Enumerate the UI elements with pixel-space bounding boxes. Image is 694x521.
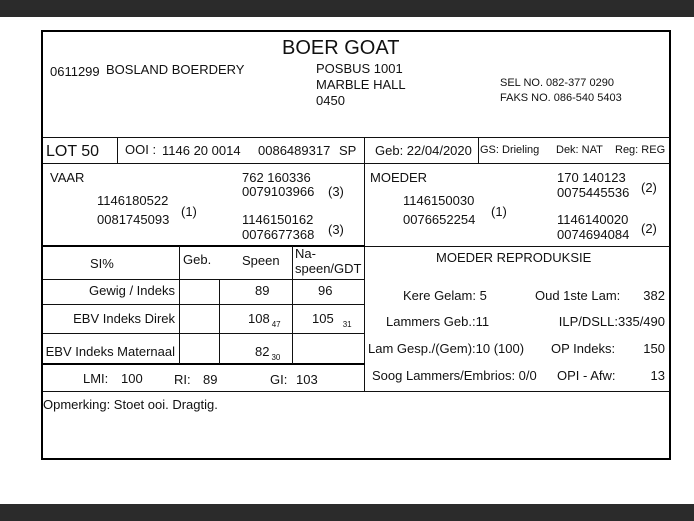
table-row-label: Gewig / Indeks [89, 283, 175, 298]
moeder-dam-number: 1146140020 [557, 212, 629, 227]
vaar-dam-grade: (3) [328, 222, 344, 237]
opi-afw-label: OPI - Afw: [557, 368, 616, 383]
moeder-sire-grade: (2) [641, 180, 657, 195]
gi-label: GI: [270, 372, 288, 387]
naspeen-header-1: Na- [295, 246, 316, 261]
speen-subscript: 47 [271, 320, 281, 329]
moeder-label: MOEDER [370, 170, 428, 185]
oud-1ste-lam-label: Oud 1ste Lam: [535, 288, 621, 303]
naspeen-value: 105 [312, 311, 334, 326]
remarks: Opmerking: Stoet ooi. Dragtig. [43, 397, 218, 412]
address-line-1: POSBUS 1001 [316, 61, 403, 76]
address-line-3: 0450 [316, 93, 345, 108]
ri-value: 89 [203, 372, 218, 387]
vaar-grade: (1) [181, 204, 197, 219]
lot-number: LOT 50 [46, 143, 100, 160]
table-cell-speen [255, 345, 280, 361]
op-indeks-label: OP Indeks: [551, 341, 616, 356]
moeder-id: 0076652254 [403, 212, 476, 227]
fax-number: FAKS NO. 086-540 5403 [500, 92, 622, 104]
ri-label: RI: [174, 372, 191, 387]
vaar-label: VAAR [50, 170, 85, 185]
moeder-grade: (1) [491, 204, 507, 219]
lmi-label: LMI: [83, 371, 109, 386]
ooi-label: OOI : [125, 142, 157, 157]
table-row-label: EBV Indeks Direk [73, 311, 175, 326]
ooi-grade: SP [339, 143, 357, 158]
vaar-number: 1146180522 [97, 193, 169, 208]
speen-subscript: 30 [271, 353, 281, 362]
si-header: SI% [90, 256, 114, 271]
repro-title: MOEDER REPRODUKSIE [436, 250, 592, 265]
lammers-geb: Lammers Geb.:11 [386, 314, 490, 329]
reg-status: Reg: REG [615, 144, 666, 156]
vaar-dam-number: 1146150162 [242, 212, 314, 227]
cell-number: SEL NO. 082-377 0290 [500, 77, 614, 89]
gs-status: GS: Drieling [480, 144, 540, 156]
lmi-value: 100 [121, 371, 143, 386]
vaar-dam-id: 0076677368 [242, 227, 315, 242]
dek-status: Dek: NAT [556, 144, 603, 156]
geb-header: Geb. [183, 252, 212, 267]
moeder-dam-id: 0074694084 [557, 227, 630, 242]
opi-afw-value: 13 [650, 368, 665, 383]
moeder-sire-number: 170 140123 [557, 170, 626, 185]
speen-value: 82 [255, 344, 270, 359]
address-line-2: MARBLE HALL [316, 77, 406, 92]
table-cell-naspeen: 96 [318, 283, 333, 298]
naspeen-header-2: speen/GDT [295, 261, 362, 276]
moeder-sire-id: 0075445536 [557, 185, 630, 200]
vaar-sire-number: 762 160336 [242, 170, 311, 185]
vaar-id: 0081745093 [97, 212, 170, 227]
birth-date: Geb: 22/04/2020 [375, 143, 472, 158]
speen-value: 108 [248, 311, 270, 326]
speen-header: Speen [242, 253, 280, 268]
table-row-label: EBV Indeks Maternaal [45, 344, 175, 359]
ooi-number: 1146 20 0014 [162, 143, 241, 158]
op-indeks-value: 150 [643, 341, 665, 356]
document-title: BOER GOAT [282, 37, 400, 59]
vaar-sire-id: 0079103966 [242, 184, 315, 199]
kere-gelam: Kere Gelam: 5 [403, 288, 487, 303]
document-page [0, 17, 694, 504]
ilp-dsll: ILP/DSLL:335/490 [558, 314, 665, 329]
table-cell-speen: 89 [255, 283, 270, 298]
table-cell-speen [248, 312, 281, 328]
moeder-number: 1146150030 [403, 193, 475, 208]
breeder-id: 0611299 [50, 64, 100, 79]
oud-1ste-lam-value: 382 [643, 288, 665, 303]
vaar-sire-grade: (3) [328, 184, 344, 199]
breeder-name: BOSLAND BOERDERY [106, 62, 245, 77]
naspeen-subscript: 31 [342, 320, 352, 329]
moeder-dam-grade: (2) [641, 221, 657, 236]
table-cell-naspeen [312, 312, 352, 328]
soog-lammers: Soog Lammers/Embrios: 0/0 [372, 368, 537, 383]
ooi-id: 0086489317 [258, 143, 331, 158]
lam-gesp: Lam Gesp./(Gem):10 (100) [368, 341, 525, 356]
gi-value: 103 [296, 372, 318, 387]
